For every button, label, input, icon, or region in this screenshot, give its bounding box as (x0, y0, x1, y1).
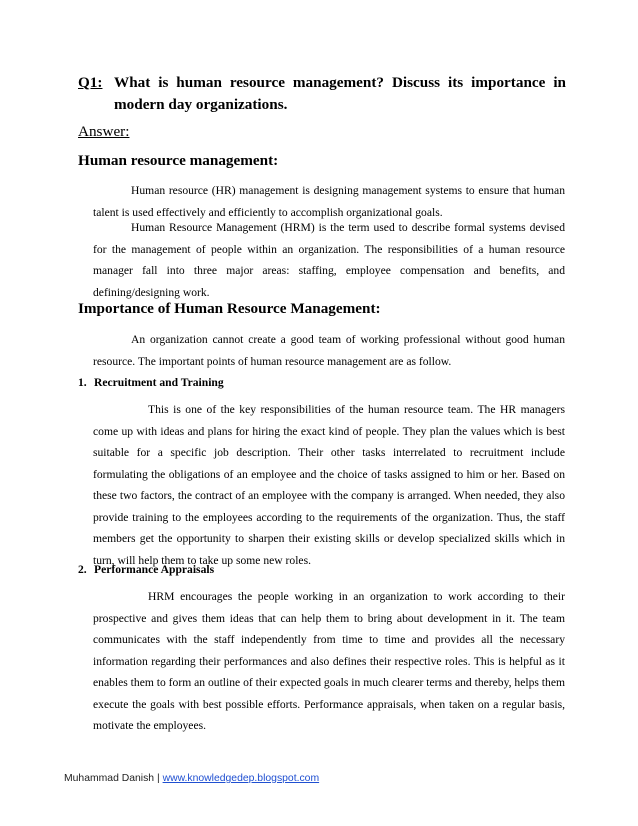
hrm-responsibilities-paragraph: Human Resource Management (HRM) is the term used to describe formal systems devised for the management of people within an organization. The responsibilities of a human resource manager fall into three major areas: staffing, employee compensation and benefits, and defining/designing work. (93, 221, 565, 299)
list-item-heading: Recruitment and Training (94, 376, 224, 389)
importance-intro-paragraph: An organization cannot create a good team of working professional without good human resource. The important points of human resource management are as follow. (93, 333, 565, 368)
section-heading-importance: Importance of Human Resource Management: (78, 300, 381, 317)
list-item-title (78, 376, 224, 389)
hrm-definition-paragraph: Human resource (HR) management is designing management systems to ensure that human talent is used effectively and efficiently to accomplish organizational goals. (93, 184, 565, 219)
list-item-heading: Performance Appraisals (94, 563, 215, 576)
section-heading-hrm: Human resource management: (78, 152, 279, 169)
question-text: What is human resource management? Discuss its importance in modern day organizations. (114, 74, 566, 113)
question-number: Q1: (78, 74, 103, 91)
list-item-body: This is one of the key responsibilities of the human resource team. The HR managers come up with ideas and plans for hiring the exact kind of people. They plan the values which is best suitable for a specific job description. Their other tasks interrelated to recruitment include formulating the obligations of an employee and the choice of tasks assigned to him or her. Based on these two factors, the contract of an employee with the company is arranged. When needed, they also provide training to the employees according to the requirements of the organization. Thus, the staff members get the opportunity to sharpen their existing skills or develop specialized skills which in turn, will help them to take up some new roles. (93, 403, 565, 567)
footer-author: Muhammad Danish | (64, 773, 163, 784)
answer-label: Answer: (78, 123, 130, 140)
list-item-number: 2. (78, 563, 87, 576)
footer-website-link[interactable]: www.knowledgedep.blogspot.com (162, 773, 320, 784)
page-footer (64, 773, 319, 784)
list-item-title (78, 563, 214, 576)
list-item-number: 1. (78, 376, 87, 389)
list-item-body: HRM encourages the people working in an organization to work according to their prospective and gives them ideas that can help them to bring about development in it. The team communicates with the staff independently from time to time and provides all the necessary information regarding their performances and also defines their respective roles. This is helpful as it enables them to form an outline of their expected goals in much clearer terms and thereby, helps them execute the goals with best possible efforts. Performance appraisals, when taken on a regular basis, motivate the employees. (93, 590, 565, 732)
